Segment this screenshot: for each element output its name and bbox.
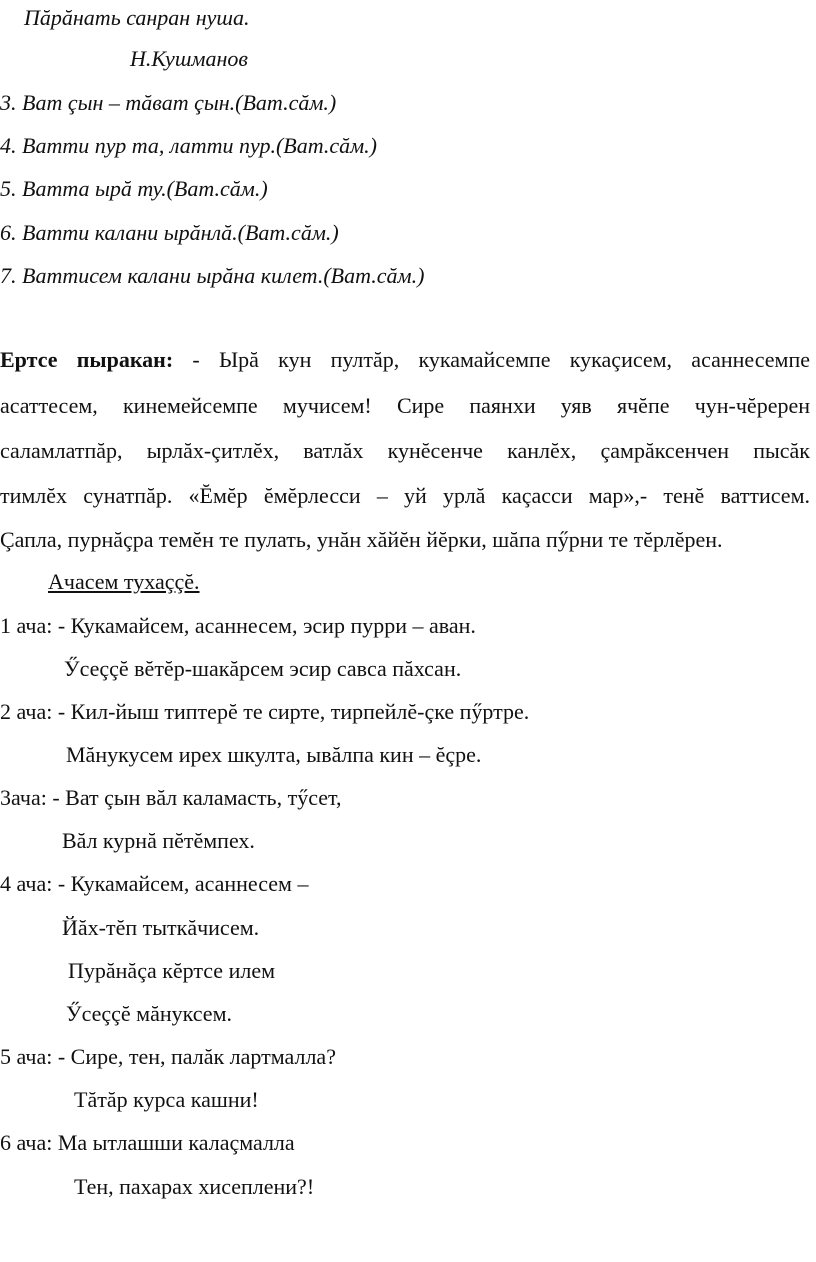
paragraph-line-5: Çапла, пурнăçра темĕн те пулать, унăн хăйĕн йĕрки, шăпа пӳрни те тĕрлĕрен. [0,527,723,552]
proverb-4: 4. Ватти пур та, латти пур.(Ват.сăм.) [0,133,378,158]
dialogue-line: 3ача: - Ват çын вăл каламасть, тӳсет, [0,785,342,810]
dialogue-line: Йăх-тĕп тыткăчисем. [62,915,260,940]
proverb-3: 3. Ват çын – тăват çын.(Ват.сăм.) [0,90,337,115]
dialogue-line: 6 ача: Ма ытлашши калаçмалла [0,1130,295,1155]
dialogue-line: Ӳсеççĕ мăнуксем. [66,1001,232,1026]
dialogue-line: 1 ача: - Кукамайсем, асаннесем, эсир пурри – аван. [0,613,476,638]
proverb-5: 5. Ватта ырă ту.(Ват.сăм.) [0,176,268,201]
dialogue-line: 5 ача: - Сире, тен, палăк лартмалла? [0,1044,336,1069]
paragraph-line-2: асаттесем, кинемейсемпе мучисем! Сире паянхи уяв ячĕпе чун-чĕререн [0,393,810,418]
proverb-6: 6. Ватти калани ырăнлă.(Ват.сăм.) [0,220,339,245]
paragraph-label: Ертсе пыракан: [0,347,174,372]
dialogue-line: Ӳсеççĕ вĕтĕр-шакăрсем эсир савса пăхсан. [64,656,462,681]
dialogue-line: Тен, пахарах хисеплени?! [74,1174,315,1199]
intro-line: Пăрăнать санран нуша. [24,5,250,30]
author-name: Н.Кушманов [130,46,248,71]
dialogue-line: Вăл курнă пĕтĕмпех. [62,828,255,853]
dialogue-line: Тăтăр курса кашни! [74,1087,259,1112]
paragraph-line-1 [0,346,810,374]
dialogue-line: 2 ача: - Кил-йыш типтерĕ те сиртe, тирпейлĕ-çке пӳртре. [0,699,530,724]
paragraph-line-3: саламлатпăр, ырлăх-çитлĕх, ватлăх кунĕсенче канлĕх, çамрăксенчен пысăк [0,438,810,463]
paragraph-line-4: тимлĕх сунатпăр. «Ĕмĕр ĕмĕрлесси – уй урлă каçасси мар»,- тенĕ ваттисем. [0,483,810,508]
dialogue-line: 4 ача: - Кукамайсем, асаннесем – [0,871,309,896]
proverb-7: 7. Ваттисем калани ырăна килет.(Ват.сăм.) [0,263,425,288]
paragraph-text: - Ырă кун пултăр, кукамайсемпе кукаçисем, асаннесемпе [173,347,810,372]
section-title: Ачасем тухаççĕ. [48,569,200,594]
dialogue-line: Мăнукусем ирех шкулта, ывăлпа кин – ĕçре. [66,742,482,767]
dialogue-line: Пурăнăça кĕртсе илем [68,958,276,983]
